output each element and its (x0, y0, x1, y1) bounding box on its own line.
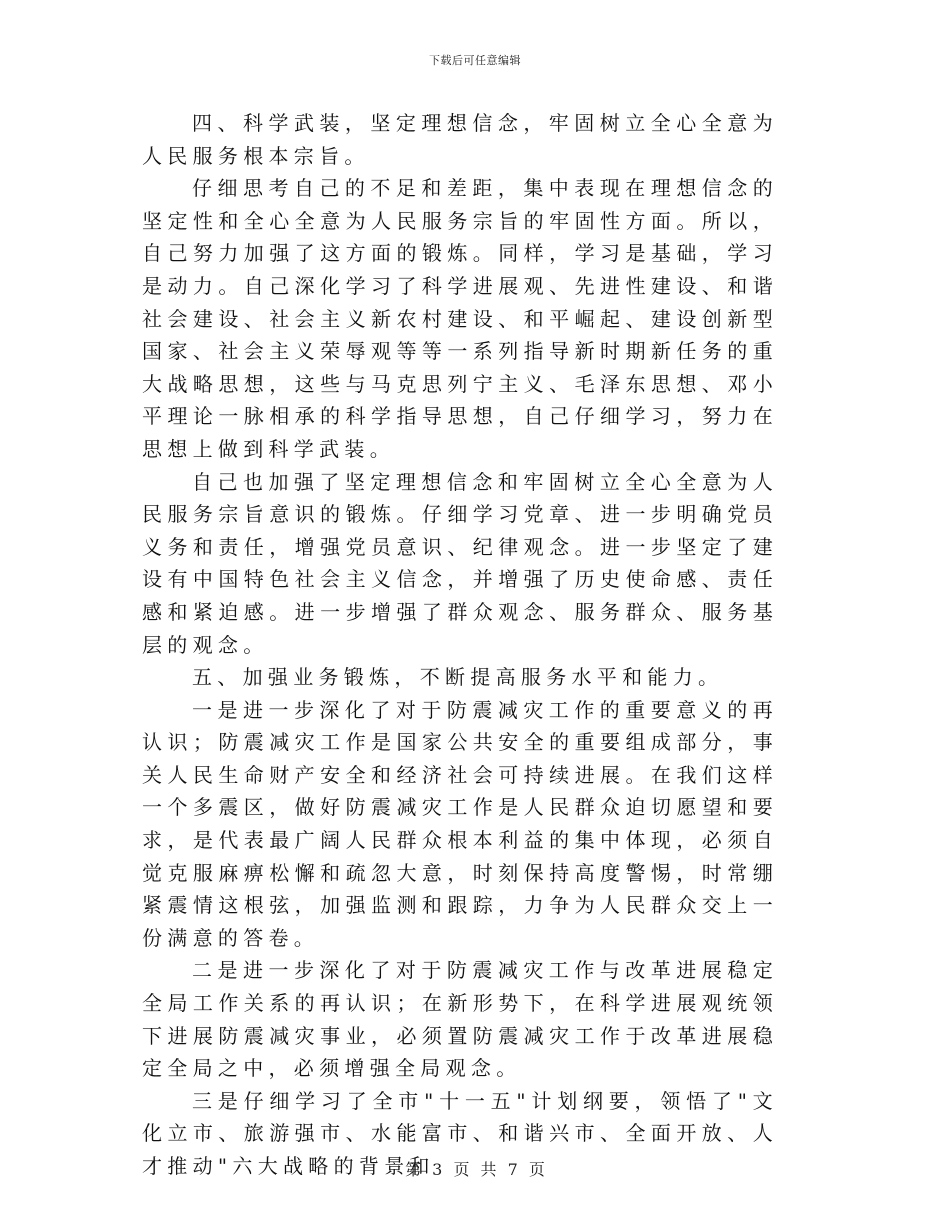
header-note: 下载后可任意编辑 (429, 54, 521, 67)
body-paragraph: 二是进一步深化了对于防震减灾工作与改革进展稳定全局工作关系的再认识；在新形势下，在科学进展观统领下进展防震减灾事业，必须置防震减灾工作于改革进展稳定全局之中，必须增强全局观念。 (142, 958, 778, 1081)
body-paragraph: 自己也加强了坚定理想信念和牢固树立全心全意为人民服务宗旨意识的锻炼。仔细学习党章、进一步明确党员义务和责任，增强党员意识、纪律观念。进一步坚定了建设有中国特色社会主义信念，并增强了历史使命感、责任感和紧迫感。进一步增强了群众观念、服务群众、服务基层的观念。 (142, 469, 778, 657)
body-paragraph: 仔细思考自己的不足和差距，集中表现在理想信念的坚定性和全心全意为人民服务宗旨的牢固性方面。所以，自己努力加强了这方面的锻炼。同样，学习是基础，学习是动力。自己深化学习了科学进展观、先进性建设、和谐社会建设、社会主义新农村建设、和平崛起、建设创新型国家、社会主义荣辱观等等一系列指导新时期新任务的重大战略思想，这些与马克思列宁主义、毛泽东思想、邓小平理论一脉相承的科学指导思想，自己仔细学习，努力在思想上做到科学武装。 (142, 176, 778, 461)
body-paragraph: 三是仔细学习了全市"十一五"计划纲要，领悟了"文化立市、旅游强市、水能富市、和谐兴市、全面开放、人才推动"六大战略的背景和 (142, 1088, 778, 1178)
body-paragraph: 一是进一步深化了对于防震减灾工作的重要意义的再认识；防震减灾工作是国家公共安全的重要组成部分，事关人民生命财产安全和经济社会可持续进展。在我们这样一个多震区，做好防震减灾工作是人民群众迫切愿望和要求，是代表最广阔人民群众根本利益的集中体现，必须自觉克服麻痹松懈和疏忽大意，时刻保持高度警惕，时常绷紧震情这根弦，加强监测和跟踪，力争为人民群众交上一份满意的答卷。 (142, 697, 778, 950)
document-body (142, 107, 778, 1183)
page-number-footer: 第 3 页 共 7 页 (405, 1160, 545, 1179)
section-heading-five: 五、加强业务锻炼，不断提高服务水平和能力。 (192, 665, 724, 690)
section-heading-four: 四、科学武装，坚定理想信念，牢固树立全心全意为人民服务根本宗旨。 (142, 111, 778, 168)
